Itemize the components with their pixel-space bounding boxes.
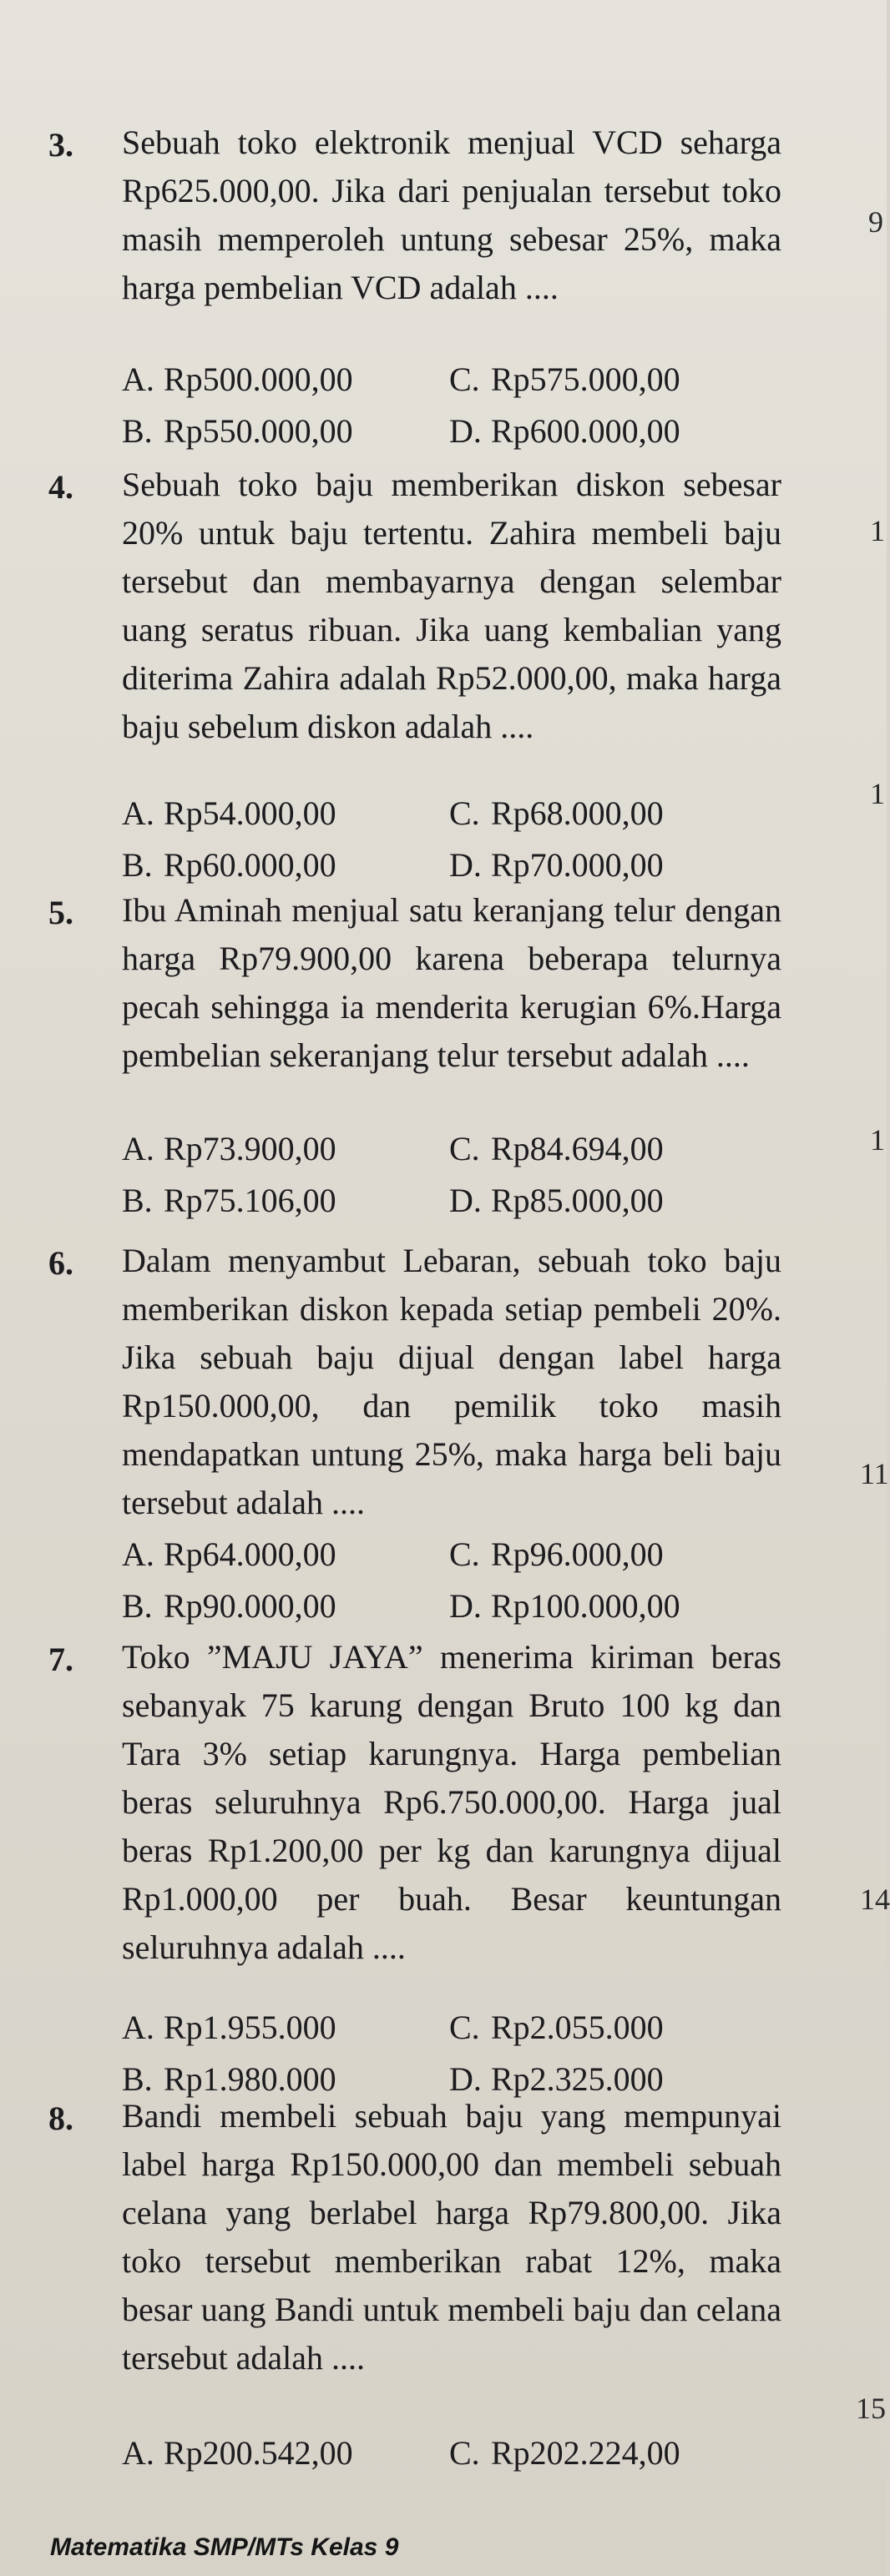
option-b — [122, 1585, 449, 1627]
question-stem: Sebuah toko elektronik menjual VCD seharga Rp625.000,00. Jika dari penjualan tersebut toko masih memperoleh untung sebesar 25%, maka harga pembelian VCD adalah .... — [122, 124, 781, 306]
option-text: Rp96.000,00 — [491, 1535, 664, 1573]
option-letter: D. — [449, 1182, 482, 1219]
option-letter: D. — [449, 2060, 482, 2098]
option-text: Rp1.955.000 — [164, 2009, 336, 2046]
option-text: Rp90.000,00 — [164, 1587, 336, 1625]
margin-number: 14 — [860, 1883, 890, 1916]
option-d — [449, 1180, 783, 1222]
answer-options — [122, 793, 790, 886]
option-text: Rp500.000,00 — [164, 360, 353, 398]
option-letter: D. — [449, 412, 482, 450]
option-text: Rp75.106,00 — [164, 1182, 336, 1219]
margin-number: 15 — [856, 2392, 886, 2425]
margin-number: 9 — [868, 205, 883, 239]
option-letter: C. — [449, 360, 480, 398]
option-letter: A. — [122, 2009, 154, 2046]
question-stem: Sebuah toko baju memberikan diskon sebesar 20% untuk baju tertentu. Zahira membeli baju tersebut dan membayarnya dengan selembar uang seratus ribuan. Jika uang kembalian yang diterima Zahira adalah Rp52.000,00, maka harga baju sebelum diskon adalah .... — [122, 466, 781, 745]
option-a — [122, 1128, 449, 1170]
margin-number: 11 — [860, 1457, 889, 1490]
question-number: 4. — [48, 468, 73, 506]
option-text: Rp70.000,00 — [491, 846, 664, 884]
page-footer: Matematika SMP/MTs Kelas 9 — [50, 2533, 399, 2561]
question-stem: Toko ”MAJU JAYA” menerima kiriman beras sebanyak 75 karung dengan Bruto 100 kg dan Tara 3% setiap karungnya. Harga pembelian beras seluruhnya Rp6.750.000,00. Harga jual beras Rp1.200,00 per kg dan karungnya dijual Rp1.000,00 per buah. Besar keuntungan seluruhnya adalah .... — [122, 1638, 781, 1966]
option-text: Rp60.000,00 — [164, 846, 336, 884]
option-letter: C. — [449, 2009, 480, 2046]
option-text: Rp575.000,00 — [491, 360, 680, 398]
option-letter: B. — [122, 1182, 153, 1219]
option-text: Rp85.000,00 — [491, 1182, 664, 1219]
question-stem: Dalam menyambut Lebaran, sebuah toko baju memberikan diskon kepada setiap pembeli 20%. Jika sebuah baju dijual dengan label harga Rp150.000,00, dan pemilik toko masih mendapatkan untung 25%, maka harga beli baju tersebut adalah .... — [122, 1242, 781, 1521]
option-a — [122, 2007, 449, 2049]
option-a — [122, 2432, 449, 2474]
answer-options — [122, 359, 790, 452]
option-text: Rp84.694,00 — [491, 1130, 664, 1167]
option-text: Rp600.000,00 — [491, 412, 680, 450]
option-text: Rp68.000,00 — [491, 794, 664, 832]
option-text: Rp100.000,00 — [491, 1587, 680, 1625]
option-text: Rp54.000,00 — [164, 794, 336, 832]
option-c — [449, 359, 783, 401]
option-letter: A. — [122, 2434, 154, 2472]
option-letter: C. — [449, 794, 480, 832]
margin-number: 1 — [870, 777, 885, 810]
option-c — [449, 2007, 783, 2049]
option-letter: A. — [122, 360, 154, 398]
option-text: Rp200.542,00 — [164, 2434, 353, 2472]
option-d — [449, 411, 783, 452]
option-letter: D. — [449, 846, 482, 884]
option-letter: A. — [122, 1535, 154, 1573]
option-c — [449, 1128, 783, 1170]
question-stem: Ibu Aminah menjual satu keranjang telur dengan harga Rp79.900,00 karena beberapa telurnya pecah sehingga ia menderita kerugian 6%.Harga pembelian sekeranjang telur tersebut adalah .... — [122, 891, 781, 1074]
option-text: Rp550.000,00 — [164, 412, 353, 450]
option-letter: C. — [449, 1535, 480, 1573]
answer-options — [122, 1128, 790, 1222]
option-text: Rp73.900,00 — [164, 1130, 336, 1167]
option-text: Rp2.055.000 — [491, 2009, 664, 2046]
option-letter: C. — [449, 1130, 480, 1167]
option-text: Rp1.980.000 — [164, 2060, 336, 2098]
option-text: Rp202.224,00 — [491, 2434, 680, 2472]
question-number: 8. — [48, 2100, 73, 2137]
question-number: 5. — [48, 894, 73, 931]
option-letter: B. — [122, 2060, 153, 2098]
option-c — [449, 793, 783, 834]
option-c — [449, 1534, 783, 1575]
option-letter: C. — [449, 2434, 480, 2472]
option-letter: A. — [122, 1130, 154, 1167]
option-b — [122, 411, 449, 452]
option-d — [449, 1585, 783, 1627]
option-c — [449, 2432, 783, 2474]
answer-options — [122, 2007, 790, 2100]
option-letter: A. — [122, 794, 154, 832]
answer-options — [122, 1534, 790, 1627]
margin-number: 1 — [870, 514, 885, 547]
option-letter: B. — [122, 846, 153, 884]
option-letter: B. — [122, 412, 153, 450]
option-a — [122, 359, 449, 401]
margin-number: 1 — [870, 1123, 885, 1157]
option-letter: B. — [122, 1587, 153, 1625]
question-stem: Bandi membeli sebuah baju yang mempunyai label harga Rp150.000,00 dan membeli sebuah celana yang berlabel harga Rp79.800,00. Jika toko tersebut memberikan rabat 12%, maka besar uang Bandi untuk membeli baju dan celana tersebut adalah .... — [122, 2097, 781, 2377]
question-number: 3. — [48, 126, 73, 164]
option-a — [122, 1534, 449, 1575]
option-a — [122, 793, 449, 834]
option-b — [122, 844, 449, 886]
option-d — [449, 844, 783, 886]
option-letter: D. — [449, 1587, 482, 1625]
question-number: 7. — [48, 1641, 73, 1678]
option-text: Rp2.325.000 — [491, 2060, 664, 2098]
question-number: 6. — [48, 1244, 73, 1282]
answer-options — [122, 2432, 790, 2474]
option-text: Rp64.000,00 — [164, 1535, 336, 1573]
option-b — [122, 1180, 449, 1222]
